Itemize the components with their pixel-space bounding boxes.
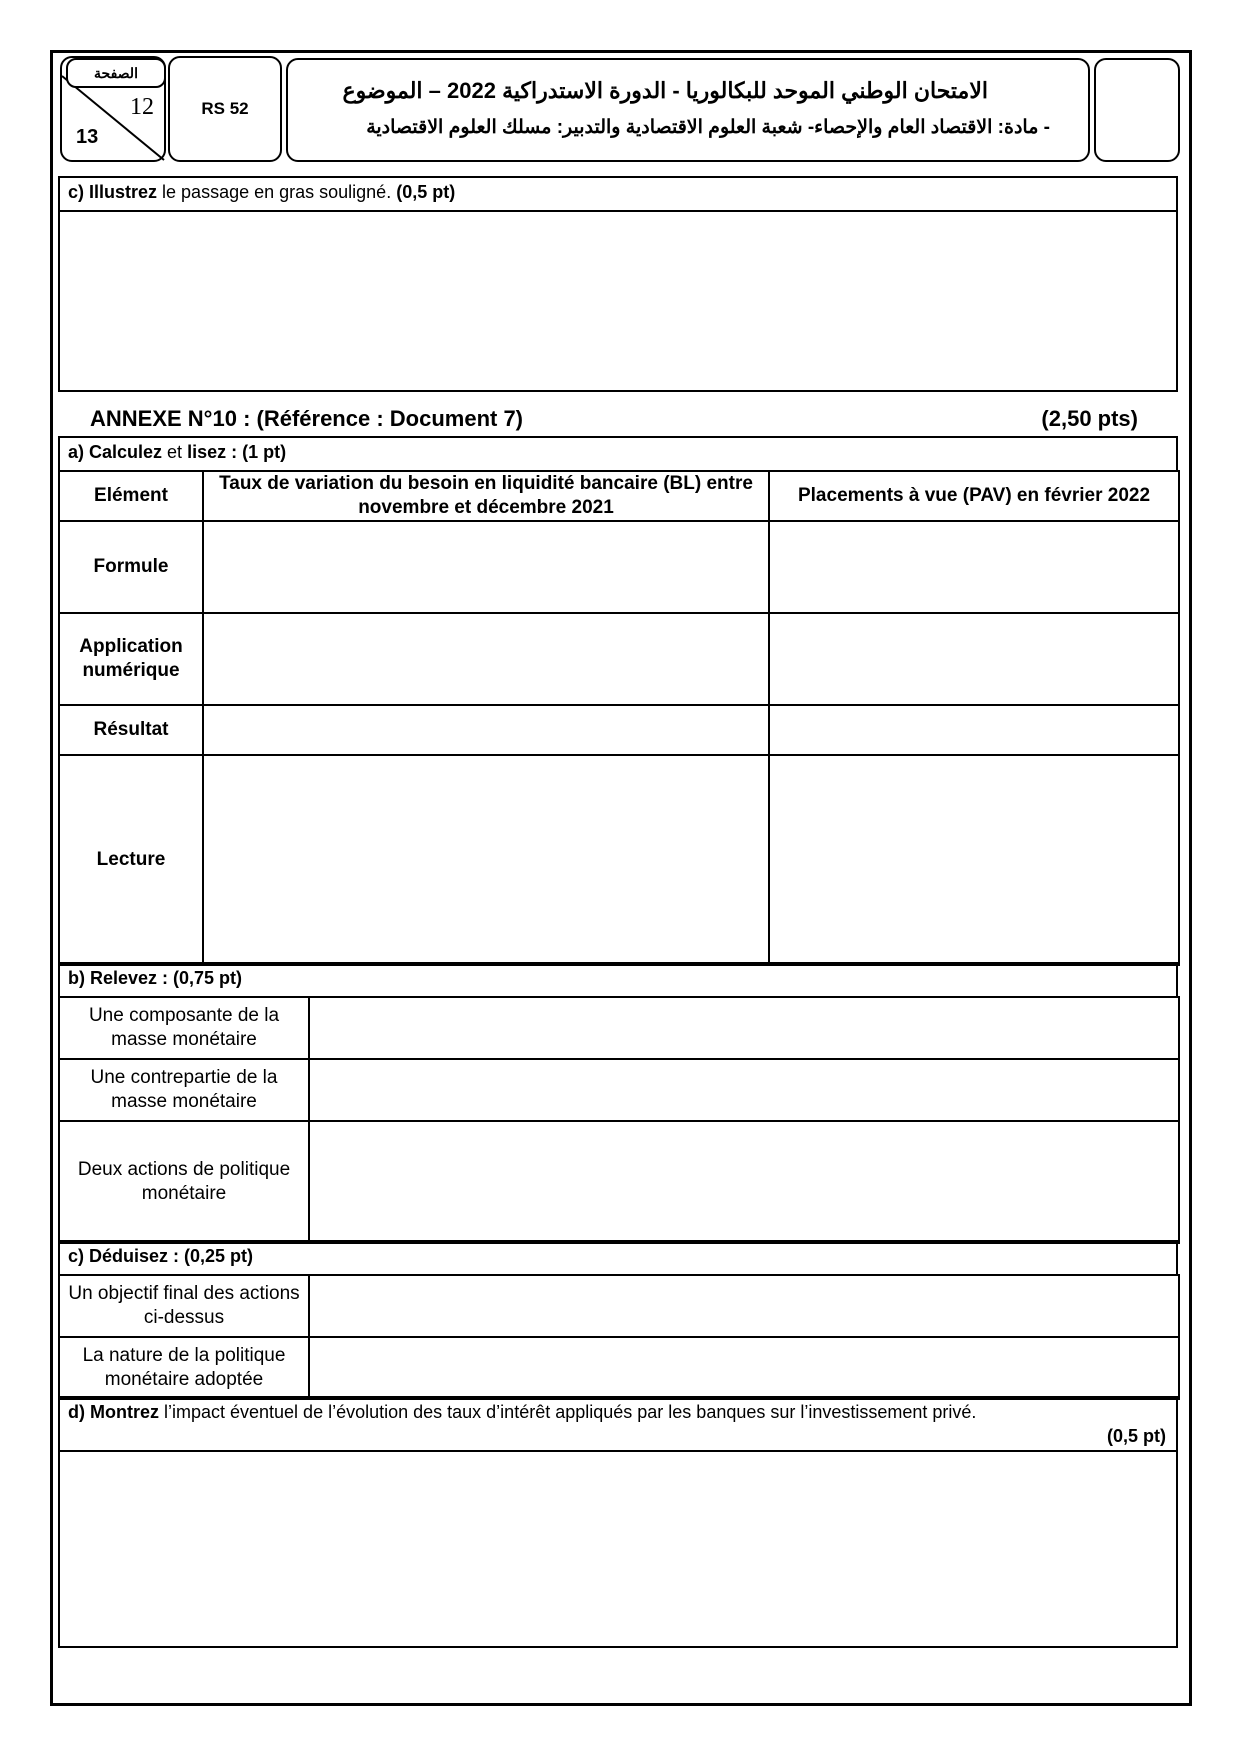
objectif-label: Un objectif final des actions ci-dessus [59, 1275, 309, 1337]
relevez-table [58, 996, 1180, 1244]
row-lecture-label: Lecture [59, 755, 203, 965]
annexe-points: (2,50 pts) [1041, 406, 1138, 431]
formule-pav-cell[interactable] [769, 521, 1179, 613]
composante-answer[interactable] [309, 997, 1179, 1059]
row-resultat-label: Résultat [59, 705, 203, 755]
exam-title-box [286, 58, 1090, 162]
row-formule-label: Formule [59, 521, 203, 613]
lecture-pav-cell[interactable] [769, 755, 1179, 965]
annexe-title: ANNEXE N°10 : (Référence : Document 7) [90, 406, 524, 431]
nature-answer[interactable] [309, 1337, 1179, 1399]
application-bl-cell[interactable] [203, 613, 769, 705]
part-d-points: (0,5 pt) [1106, 1426, 1166, 1446]
part-d-answer-area[interactable] [58, 1450, 1178, 1648]
application-pav-cell[interactable] [769, 613, 1179, 705]
part-a-question: a) Calculez et lisez : (1 pt) [68, 442, 287, 462]
part-c-question: c) Déduisez : (0,25 pt) [68, 1246, 254, 1266]
exam-code: RS 52 [168, 56, 282, 162]
page-current: 12 [130, 94, 154, 120]
illustrez-question: c) Illustrez le passage en gras souligné. (0,5 pt) [68, 182, 456, 202]
exam-title-line1: الامتحان الوطني الموحد للبكالوريا - الدورة الاستدراكية 2022 – الموضوع [342, 78, 988, 103]
page-total: 13 [76, 126, 99, 148]
part-b-question: b) Relevez : (0,75 pt) [68, 968, 243, 988]
col-bl-header: Taux de variation du besoin en liquidité bancaire (BL) entre novembre et décembre 2021 [203, 471, 769, 521]
row-application-label: Application numérique [59, 613, 203, 705]
part-d-question: d) Montrez l’impact éventuel de l’évolution des taux d’intérêt appliqués par les banques sur l’investissement privé. [68, 1402, 977, 1422]
deduisez-table [58, 1274, 1180, 1400]
actions-label: Deux actions de politique monétaire [59, 1121, 309, 1243]
resultat-bl-cell[interactable] [203, 705, 769, 755]
objectif-answer[interactable] [309, 1275, 1179, 1337]
resultat-pav-cell[interactable] [769, 705, 1179, 755]
nature-label: La nature de la politique monétaire adoptée [59, 1337, 309, 1399]
logo-box [1094, 58, 1180, 162]
contrepartie-label: Une contrepartie de la masse monétaire [59, 1059, 309, 1121]
illustrez-answer-area[interactable] [58, 210, 1178, 392]
lecture-bl-cell[interactable] [203, 755, 769, 965]
composante-label: Une composante de la masse monétaire [59, 997, 309, 1059]
actions-answer[interactable] [309, 1121, 1179, 1243]
contrepartie-answer[interactable] [309, 1059, 1179, 1121]
formule-bl-cell[interactable] [203, 521, 769, 613]
calculation-table [58, 470, 1180, 966]
page-label: الصفحة [66, 58, 166, 88]
col-pav-header: Placements à vue (PAV) en février 2022 [769, 471, 1179, 521]
exam-title-line2: - مادة: الاقتصاد العام والإحصاء- شعبة العلوم الاقتصادية والتدبير: مسلك العلوم الاقتصادية [366, 117, 1050, 138]
col-element-header: Elément [59, 471, 203, 521]
